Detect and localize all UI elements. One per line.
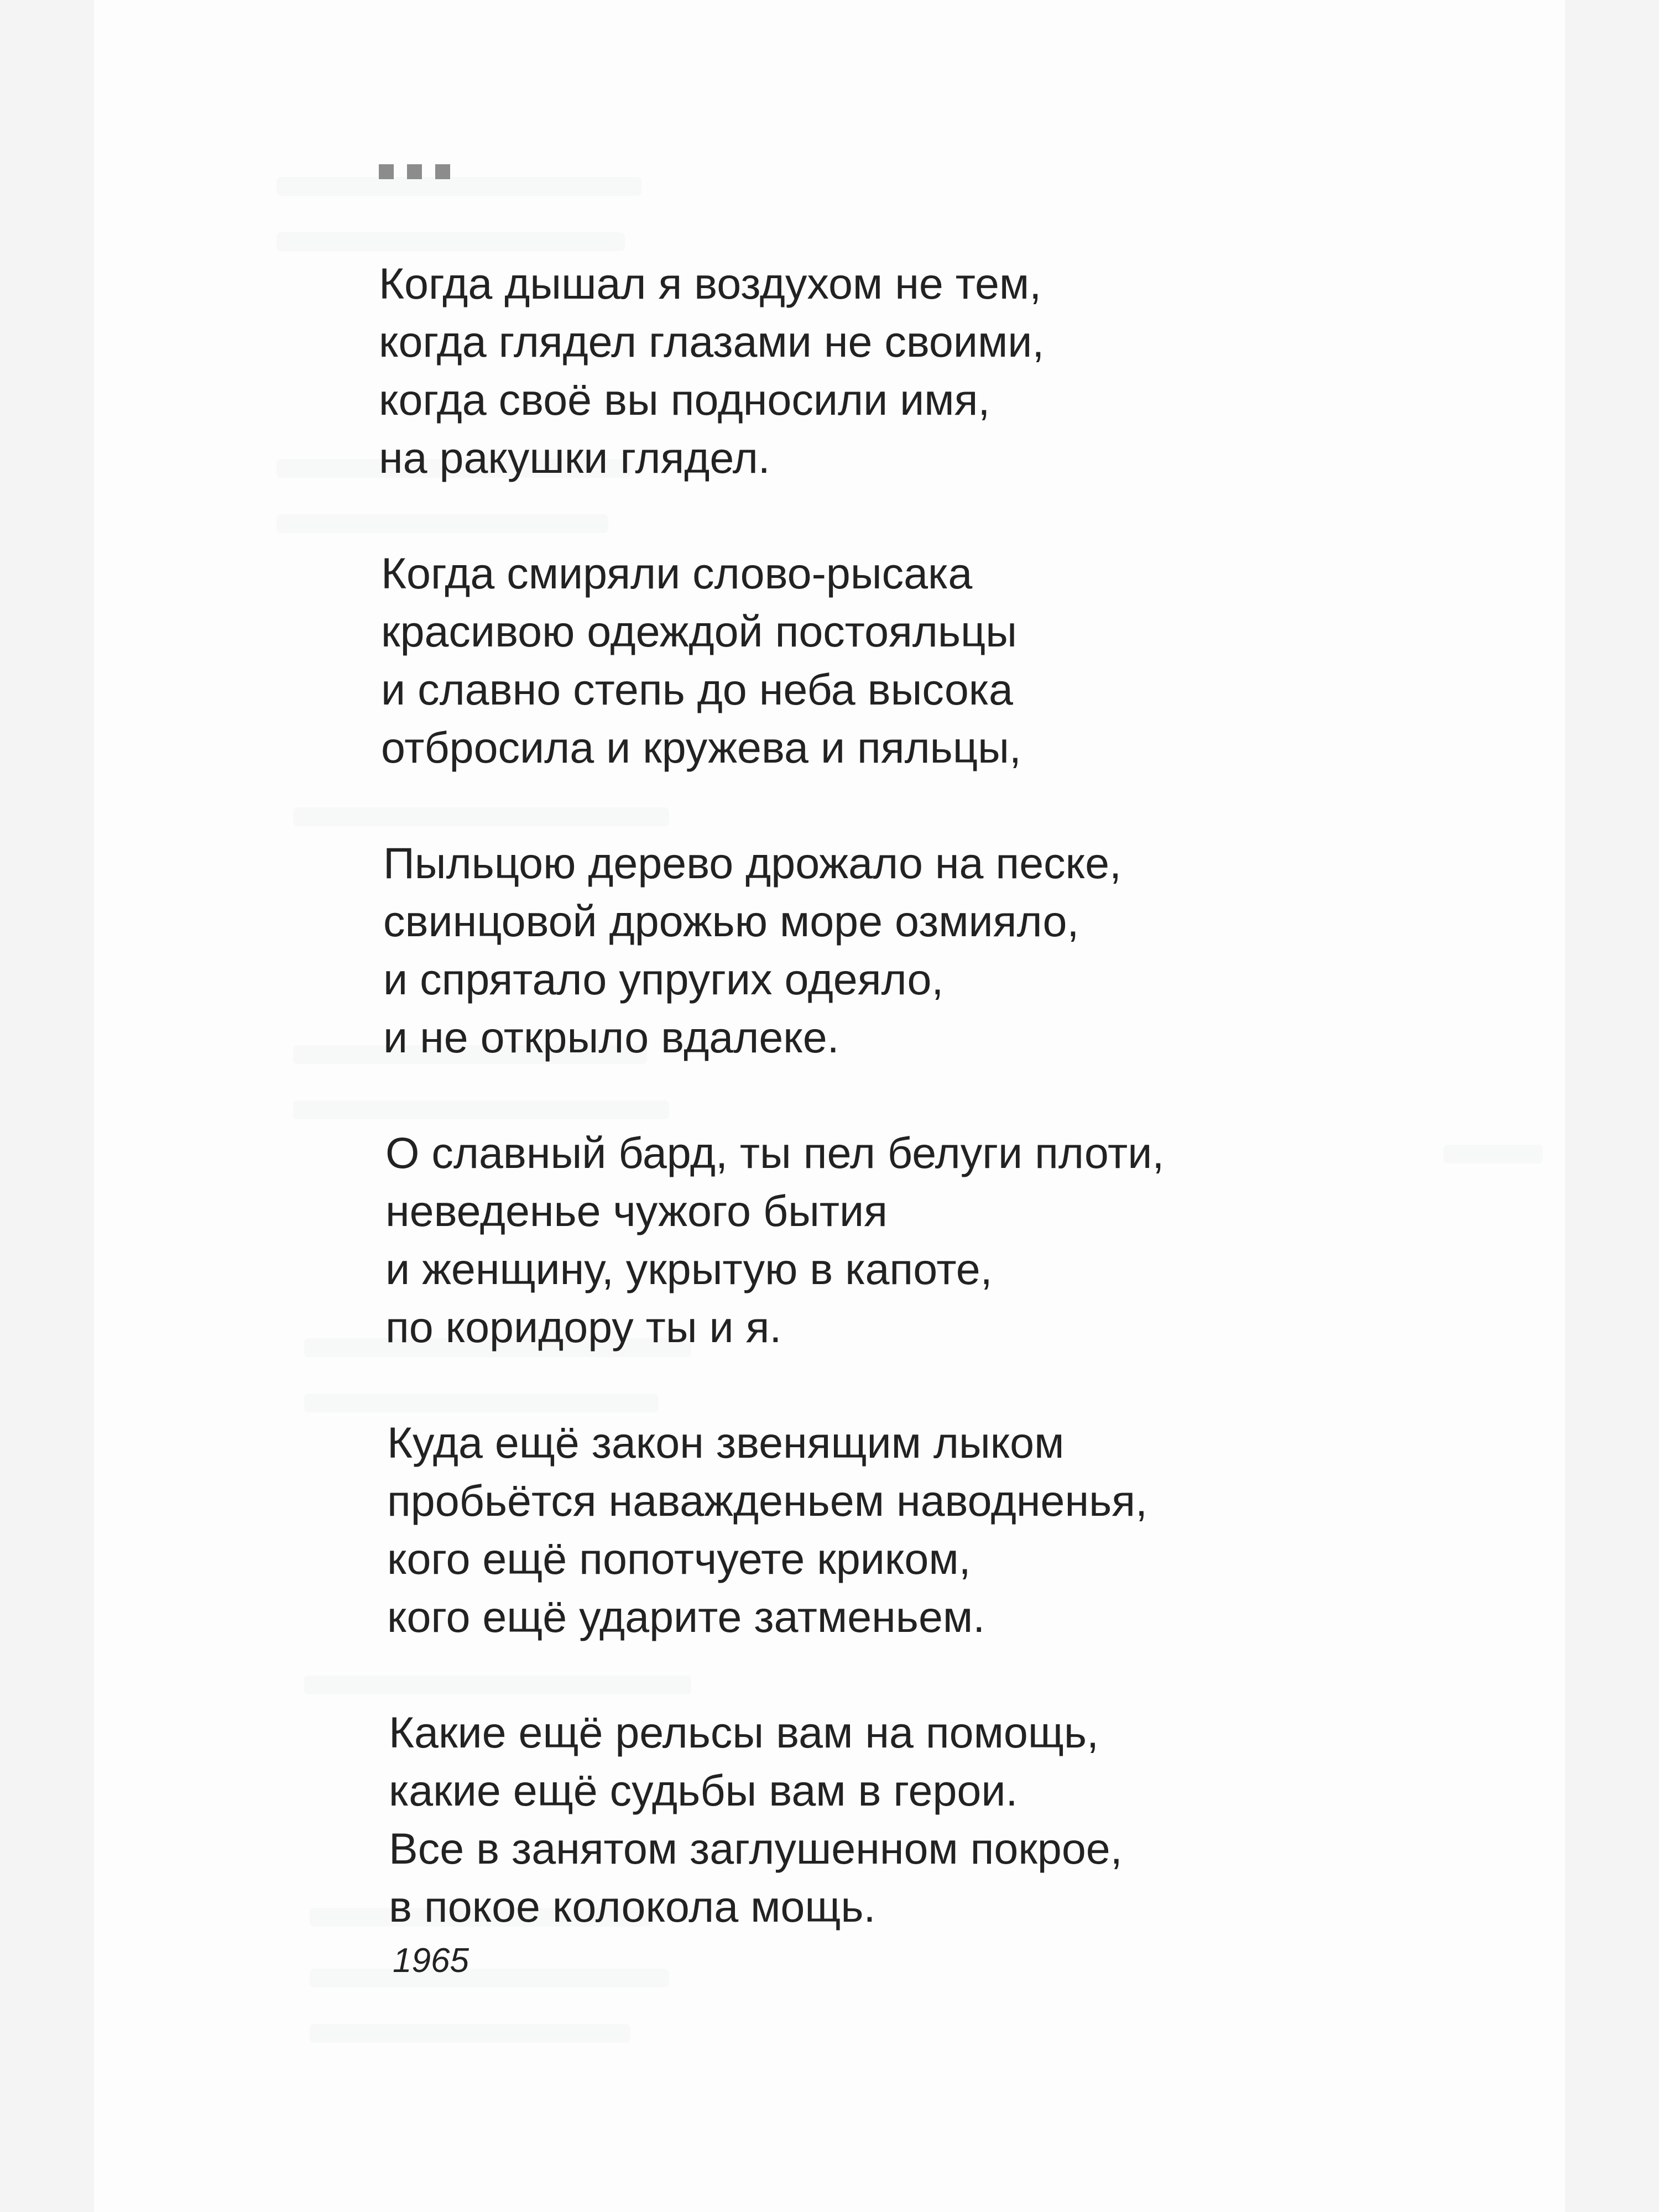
poem-line: когда глядел глазами не своими, (379, 317, 1045, 366)
stanza (387, 1413, 1540, 1646)
marker-square (435, 164, 450, 179)
section-marker (379, 164, 450, 179)
marker-square (407, 164, 422, 179)
stanza (381, 544, 1540, 776)
poem-line: пробьётся наважденьем наводненья, (387, 1476, 1147, 1525)
poem-line: неведенье чужого бытия (385, 1186, 888, 1235)
poem-line: кого ещё ударите затменьем. (387, 1592, 985, 1641)
stanza (389, 1703, 1540, 1936)
poem-line: отбросила и кружева и пяльцы, (381, 723, 1021, 772)
poem-line: и женщину, укрытую в капоте, (385, 1244, 993, 1293)
poem-line: какие ещё судьбы вам в герои. (389, 1766, 1018, 1815)
stanza (383, 834, 1540, 1066)
poem-date: 1965 (393, 1942, 469, 1980)
poem-line: красивою одеждой постояльцы (381, 607, 1018, 656)
poem-line: Когда смиряли слово-рысака (381, 549, 973, 598)
poem-line: на ракушки глядел. (379, 433, 770, 482)
book-page (94, 0, 1565, 2212)
poem-body (379, 254, 1540, 1993)
stanza (385, 1124, 1540, 1356)
poem-line: и спрятало упругих одеяло, (383, 954, 944, 1004)
poem-line: Какие ещё рельсы вам на помощь, (389, 1708, 1099, 1757)
poem-line: в покое колокола мощь. (389, 1882, 876, 1931)
poem-line: и не открыло вдалеке. (383, 1013, 839, 1062)
stanza (379, 254, 1540, 487)
poem-line: Куда ещё закон звенящим лыком (387, 1418, 1065, 1467)
poem-line: О славный бард, ты пел белуги плоти, (385, 1128, 1165, 1177)
poem-line: Пыльцою дерево дрожало на песке, (383, 838, 1121, 888)
poem-line: Когда дышал я воздухом не тем, (379, 259, 1042, 308)
poem-line: Все в занятом заглушенном покрое, (389, 1824, 1123, 1873)
poem-line: кого ещё попотчуете криком, (387, 1534, 971, 1583)
poem-line: по коридору ты и я. (385, 1302, 782, 1352)
poem-line: свинцовой дрожью море озмияло, (383, 896, 1079, 946)
poem-line: когда своё вы подносили имя, (379, 375, 990, 424)
marker-square (379, 164, 394, 179)
poem-line: и славно степь до неба высока (381, 665, 1013, 714)
